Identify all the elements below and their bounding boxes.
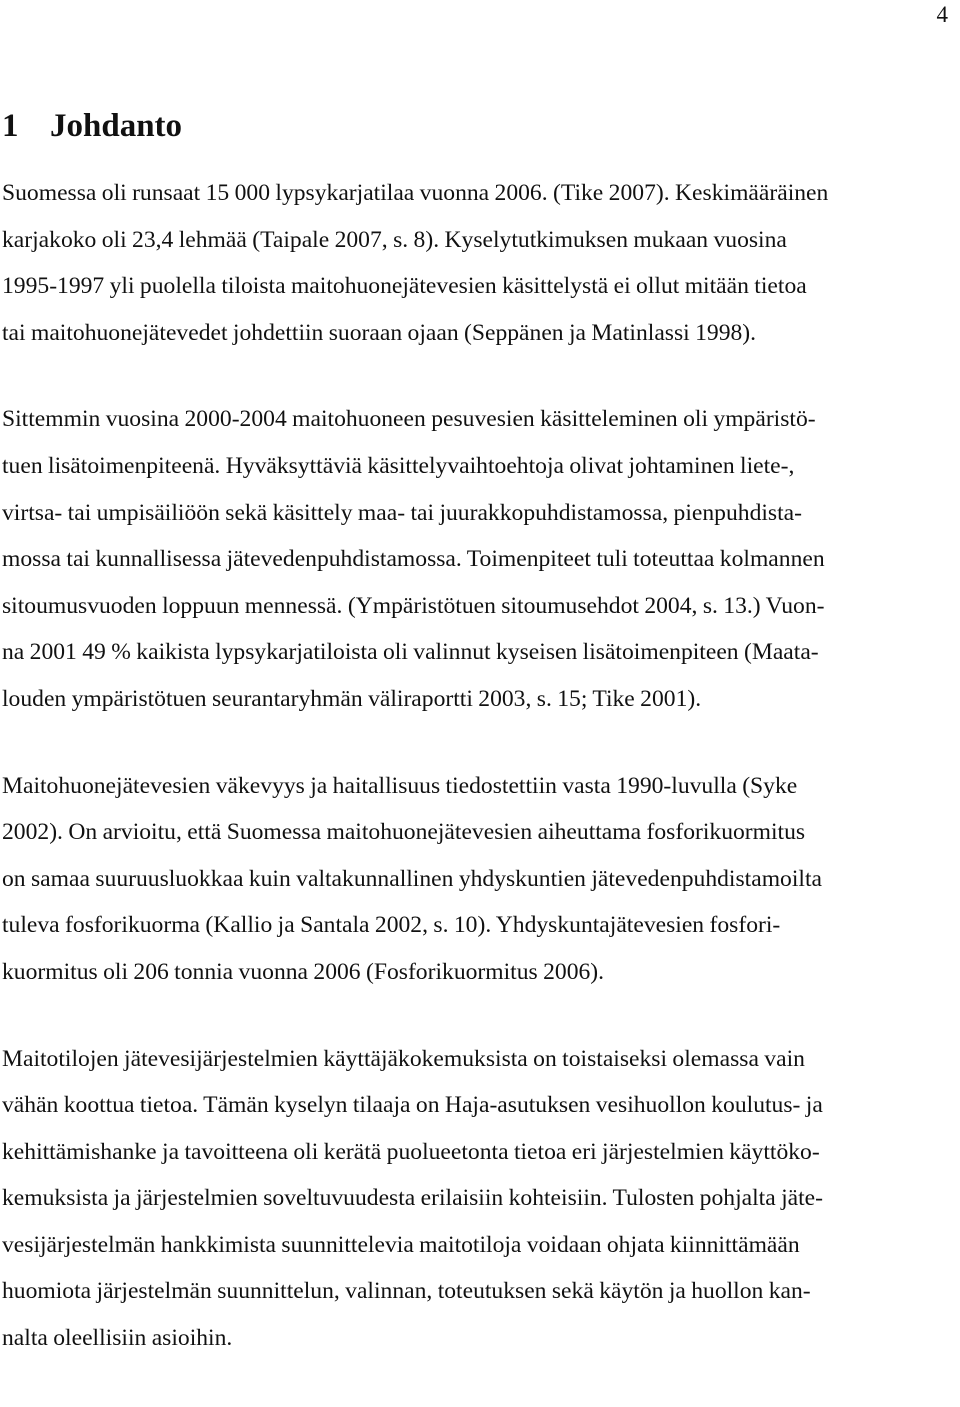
paragraph-4 <box>2 1036 948 1362</box>
text-line: nalta oleellisiin asioihin. <box>2 1325 233 1352</box>
page-number: 4 <box>936 2 948 27</box>
text-line: Sittemmin vuosina 2000-2004 maitohuoneen pesuvesien käsitteleminen oli ympäristö- <box>2 406 816 433</box>
text-line: kemuksista ja järjestelmien soveltuvuudesta erilaisiin kohteisiin. Tulosten pohjalta jäte- <box>2 1185 823 1212</box>
text-line: virtsa- tai umpisäiliöön sekä käsittely maa- tai juurakkopuhdistamossa, pienpuhdista- <box>2 499 802 526</box>
text-line: tuleva fosforikuorma (Kallio ja Santala 2002, s. 10). Yhdyskuntajätevesien fosfori- <box>2 912 781 939</box>
chapter-title: Johdanto <box>50 108 183 144</box>
text-line: vähän koottua tietoa. Tämän kyselyn tilaaja on Haja-asutuksen vesihuollon koulutus- ja <box>2 1092 823 1119</box>
text-line: vesijärjestelmän hankkimista suunnittelevia maitotiloja voidaan ohjata kiinnittämään <box>2 1231 800 1258</box>
text-line: on samaa suuruusluokkaa kuin valtakunnallinen yhdyskuntien jätevedenpuhdistamoilta <box>2 865 822 892</box>
text-line: Maitohuonejätevesien väkevyys ja haitallisuus tiedostettiin vasta 1990-luvulla (Syke <box>2 772 798 799</box>
paragraph-1 <box>2 170 948 356</box>
text-line: kehittämishanke ja tavoitteena oli kerätä puolueetonta tietoa eri järjestelmien käyttöko- <box>2 1138 820 1165</box>
paragraph-2 <box>2 396 948 722</box>
text-line: Suomessa oli runsaat 15 000 lypsykarjatilaa vuonna 2006. (Tike 2007). Keskimääräinen <box>2 180 829 206</box>
chapter-heading <box>2 104 182 148</box>
text-line: karjakoko oli 23,4 lehmää (Taipale 2007, s. 8). Kyselytutkimuksen mukaan vuosina <box>2 226 787 253</box>
text-line: tuen lisätoimenpiteenä. Hyväksyttäviä käsittelyvaihtoehtoja olivat johtaminen liete-, <box>2 452 795 479</box>
text-line: na 2001 49 % kaikista lypsykarjatiloista oli valinnut kyseisen lisätoimenpiteen (Maata- <box>2 639 819 666</box>
text-line: mossa tai kunnallisessa jätevedenpuhdistamossa. Toimenpiteet tuli toteuttaa kolmannen <box>2 546 825 573</box>
text-line: louden ympäristötuen seurantaryhmän väliraportti 2003, s. 15; Tike 2001). <box>2 685 702 712</box>
text-line: tai maitohuonejätevedet johdettiin suoraan ojaan (Seppänen ja Matinlassi 1998). <box>2 319 757 346</box>
text-line: 2002). On arvioitu, että Suomessa maitohuonejätevesien aiheuttama fosforikuormitus <box>2 819 806 846</box>
text-line: huomiota järjestelmän suunnittelun, valinnan, toteutuksen sekä käytön ja huollon kan- <box>2 1278 811 1305</box>
paragraph-3 <box>2 763 948 996</box>
text-line: 1995-1997 yli puolella tiloista maitohuonejätevesien käsittelystä ei ollut mitään tietoa <box>2 273 807 300</box>
body-text <box>2 170 948 1407</box>
chapter-number: 1 <box>2 108 19 144</box>
text-line: kuormitus oli 206 tonnia vuonna 2006 (Fosforikuormitus 2006). <box>2 958 605 985</box>
text-line: sitoumusvuoden loppuun mennessä. (Ympäristötuen sitoumusehdot 2004, s. 13.) Vuon- <box>2 592 825 619</box>
text-line: Maitotilojen jätevesijärjestelmien käyttäjäkokemuksista on toistaiseksi olemassa vain <box>2 1045 805 1072</box>
